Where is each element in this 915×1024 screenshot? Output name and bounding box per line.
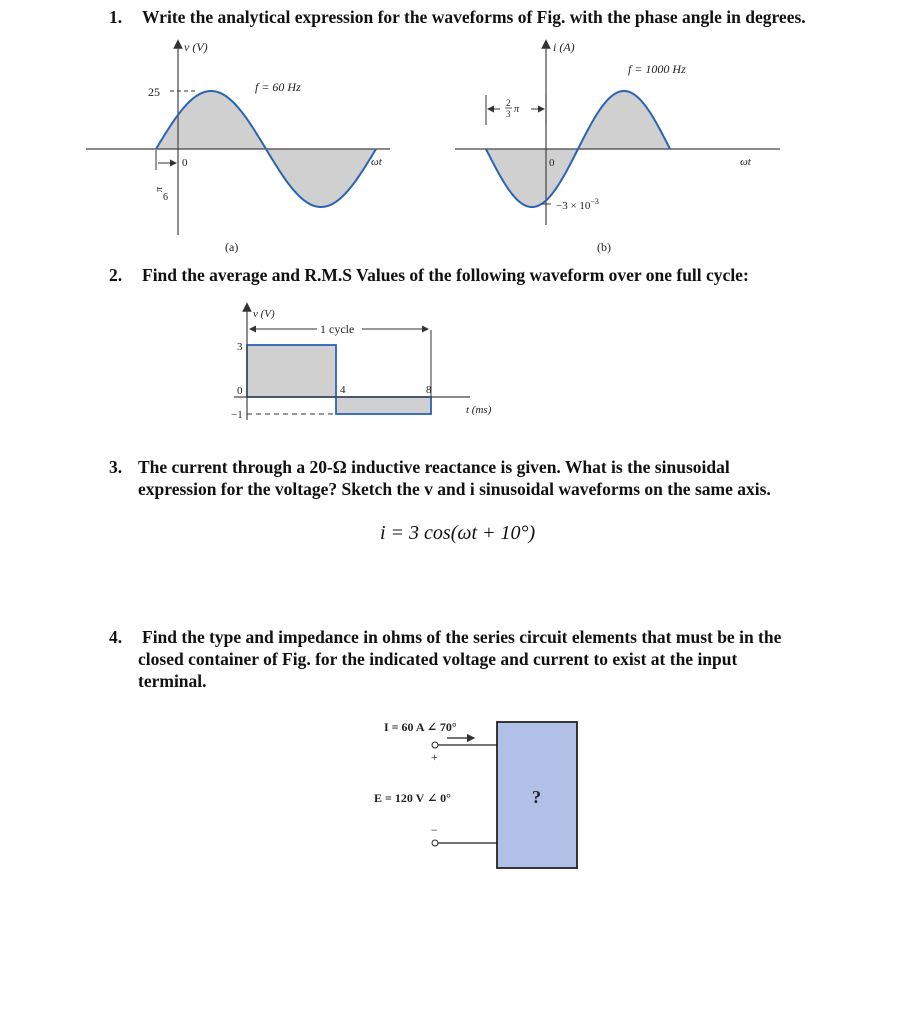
- negative-pulse: [336, 397, 431, 414]
- voltage-label: E = 120 V ∠ 0°: [374, 791, 451, 805]
- origin-label-b: 0: [549, 157, 555, 169]
- question-number: 2.: [109, 265, 123, 285]
- amplitude-label-a: 25: [148, 85, 160, 99]
- freq-label-a: f = 60 Hz: [255, 80, 301, 94]
- current-equation: i = 3 cos(ωt + 10°): [380, 522, 536, 544]
- t-end-label: 8: [426, 384, 432, 396]
- question-text-line: The current through a 20-Ω inductive reactance is given. What is the sinusoidal: [138, 457, 730, 477]
- question-text: Write the analytical expression for the waveforms of Fig. with the phase angle in degrees.: [142, 7, 806, 27]
- minus-label: −: [431, 823, 438, 837]
- freq-label-b: f = 1000 Hz: [628, 62, 686, 76]
- current-label: I = 60 A ∠ 70°: [384, 720, 457, 734]
- low-label: −1: [231, 409, 243, 421]
- t-mid-label: 4: [340, 384, 346, 396]
- question-number: 3.: [109, 457, 123, 477]
- origin-label-a: 0: [182, 157, 188, 169]
- shift-den-a: 6: [163, 192, 168, 203]
- top-terminal: [432, 742, 438, 748]
- y-axis-label-q2: v (V): [253, 308, 275, 320]
- cycle-label: 1 cycle: [320, 322, 355, 336]
- unknown-label: ?: [532, 787, 541, 807]
- question-number: 1.: [109, 7, 123, 27]
- x-axis-label-q2: t (ms): [466, 404, 492, 416]
- shift-den-b: 3: [506, 109, 511, 119]
- bottom-terminal: [432, 840, 438, 846]
- high-label: 3: [237, 341, 243, 353]
- shift-num-a: π: [154, 186, 165, 192]
- figure-b: [455, 40, 780, 254]
- y-axis-label-a: v (V): [184, 40, 208, 54]
- figure-square-wave: [231, 307, 492, 421]
- question-text-line: closed container of Fig. for the indicated voltage and current to exist at the input: [138, 649, 738, 669]
- caption-b: (b): [597, 240, 611, 254]
- question-text-line: expression for the voltage? Sketch the v and i sinusoidal waveforms on the same axis.: [138, 479, 771, 499]
- y-axis-label-b: i (A): [553, 40, 575, 54]
- figure-circuit: [374, 720, 577, 868]
- x-axis-label-a: ωt: [371, 156, 382, 168]
- value-label-b: $-3 \times 10^{-3}$: [556, 197, 599, 212]
- x-axis-label-b: ωt: [740, 156, 751, 168]
- zero-label: 0: [237, 385, 243, 397]
- caption-a: (a): [225, 240, 239, 254]
- question-text-line: Find the type and impedance in ohms of the series circuit elements that must be in the: [142, 627, 782, 647]
- figure-a: [86, 40, 390, 254]
- question-text: Find the average and R.M.S Values of the following waveform over one full cycle:: [142, 265, 749, 285]
- question-text-line: terminal.: [138, 671, 207, 691]
- shift-sym-b: π: [514, 104, 520, 115]
- shift-num-b: 2: [506, 98, 511, 108]
- plus-label: +: [431, 750, 438, 764]
- question-number: 4.: [109, 627, 123, 647]
- value-exp-b: −3: [590, 197, 599, 206]
- positive-pulse: [247, 345, 336, 397]
